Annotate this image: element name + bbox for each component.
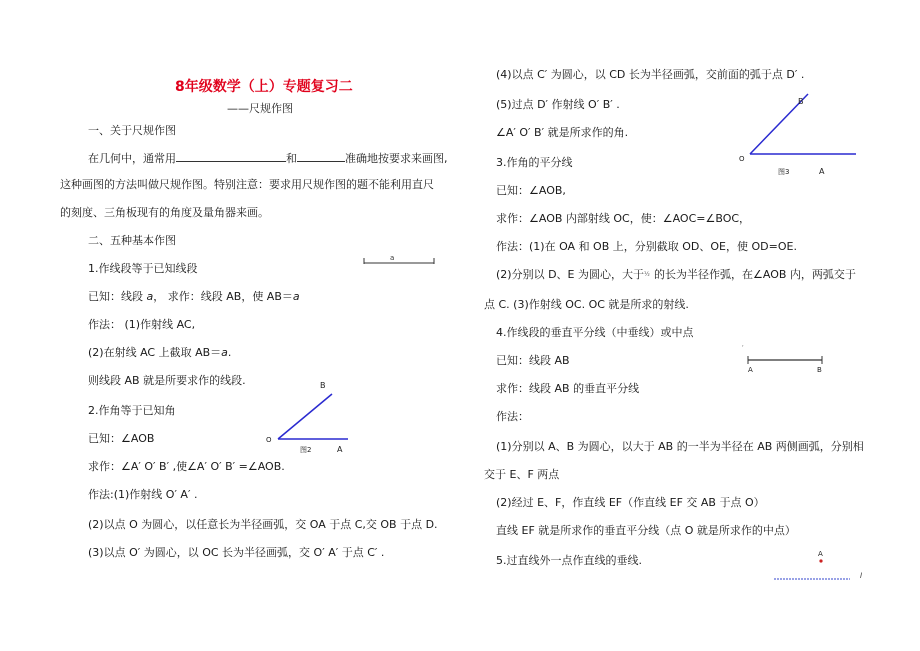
section-1-heading: 一、关于尺规作图 (88, 124, 176, 137)
point-a (819, 559, 822, 562)
segment-ab-figure (740, 344, 830, 376)
construction-1-heading: 1.作线段等于已知线段 (88, 262, 198, 275)
c1-step2-end: . (227, 346, 232, 359)
document-title: 8年级数学（上）专题复习二 (175, 79, 353, 95)
label-a-3: A (819, 167, 825, 176)
paragraph-3: 的刻度、三角板现有的角度及量角器来画。 (60, 206, 269, 219)
segment-a-label: a (390, 254, 395, 262)
construction-4-step1b: 交于 E、F 两点 (484, 468, 560, 481)
label-o-3: O (739, 155, 745, 163)
ray-ob (278, 394, 332, 439)
blank-2 (297, 150, 345, 162)
c1-ask-text: ， 求作：线段 AB，使 AB＝ (153, 290, 293, 303)
label-a-5: A (818, 550, 823, 558)
construction-4-heading: 4.作线段的垂直平分线（中垂线）或中点 (496, 326, 694, 339)
label-l: l (860, 572, 862, 580)
construction-1-result: 则线段 AB 就是所要求作的线段. (88, 374, 246, 387)
construction-3-step3: 点 C. (3)作射线 OC. OC 就是所求的射线. (484, 298, 689, 311)
c1-var-a-2: a (292, 290, 300, 303)
label-b-3: B (798, 97, 804, 106)
p1-text-b: 和 (286, 152, 297, 165)
construction-2-result: ∠A′ O′ B′ 就是所求作的角. (496, 126, 629, 139)
angle-figure-2 (262, 376, 362, 456)
segment-a-figure (360, 252, 440, 268)
construction-3-method: 作法：(1)在 OA 和 OB 上，分别截取 OD、OE，使 OD=OE. (496, 240, 797, 253)
construction-3-heading: 3.作角的平分线 (496, 156, 573, 169)
construction-2-known: 已知：∠AOB (88, 432, 155, 445)
section-2-heading: 二、五种基本作图 (88, 234, 176, 247)
c3-step2-text-a: (2)分别以 D、E 为圆心，大于 (496, 268, 644, 281)
label-b-4: B (817, 366, 822, 374)
segment-ab-mark: ʳ (742, 344, 744, 351)
p1-text-c: 准确地按要求来画图, (345, 152, 448, 165)
point-line-figure (770, 544, 880, 586)
construction-4-step1: (1)分别以 A、B 为圆心，以大于 AB 的一半为半径在 AB 两侧画弧，分别相 (496, 440, 864, 453)
c3-step2-text-b: 的长为半径作弧，在∠AOB 内，两弧交于 (654, 268, 856, 281)
label-a: A (337, 445, 343, 454)
c1-step2-var: a (221, 346, 228, 359)
construction-1-step2 (88, 346, 231, 360)
c1-step2-text: (2)在射线 AC 上截取 AB＝ (88, 346, 222, 359)
document-subtitle: ——尺规作图 (227, 102, 293, 115)
construction-3-step2 (496, 268, 856, 282)
label-o: O (266, 436, 272, 444)
construction-4-method: 作法： (496, 410, 529, 423)
paragraph-2: 这种画图的方法叫做尺规作图。特别注意：要求用尺规作图的题不能利用直尺 (60, 178, 434, 191)
blank-1 (176, 150, 286, 162)
construction-2-step5: (5)过点 D′ 作射线 O′ B′ . (496, 98, 620, 111)
construction-3-known: 已知：∠AOB, (496, 184, 566, 197)
label-b: B (320, 381, 326, 390)
construction-4-result: 直线 EF 就是所求作的垂直平分线（点 O 就是所求作的中点） (496, 524, 796, 537)
c1-known-text: 已知：线段 (88, 290, 147, 303)
construction-3-ask: 求作：∠AOB 内部射线 OC，使：∠AOC=∠BOC， (496, 212, 751, 225)
construction-2-step3: (3)以点 O′ 为圆心，以 OC 长为半径画弧，交 O′ A′ 于点 C′ . (88, 546, 385, 559)
construction-4-step2: (2)经过 E、F，作直线 EF（作直线 EF 交 AB 于点 O） (496, 496, 765, 509)
half-de-fraction: ½ (644, 271, 650, 278)
construction-4-known: 已知：线段 AB (496, 354, 570, 367)
construction-5-heading: 5.过直线外一点作直线的垂线. (496, 554, 642, 567)
construction-2-heading: 2.作角等于已知角 (88, 404, 176, 417)
paragraph-1 (88, 150, 448, 166)
construction-2-method: 作法:(1)作射线 O′ A′ . (88, 488, 198, 501)
construction-2-step2: (2)以点 O 为圆心，以任意长为半径画弧，交 OA 于点 C,交 OB 于点 D. (88, 518, 438, 531)
construction-2-step4: (4)以点 C′ 为圆心，以 CD 长为半径画弧，交前面的弧于点 D′ . (496, 68, 805, 81)
label-a-4: A (748, 366, 753, 374)
construction-2-ask: 求作：∠A′ O′ B′ ,使∠A′ O′ B′ =∠AOB. (88, 460, 285, 473)
construction-1-method: 作法： (1)作射线 AC, (88, 318, 196, 331)
figure-2-caption: 图2 (300, 446, 312, 454)
c1-var-a: a (146, 290, 154, 303)
construction-4-ask: 求作：线段 AB 的垂直平分线 (496, 382, 640, 395)
angle-figure-3 (734, 88, 864, 178)
p1-text-a: 在几何中，通常用 (88, 152, 176, 165)
construction-1-known (88, 290, 300, 304)
figure-3-caption: 图3 (778, 168, 790, 176)
